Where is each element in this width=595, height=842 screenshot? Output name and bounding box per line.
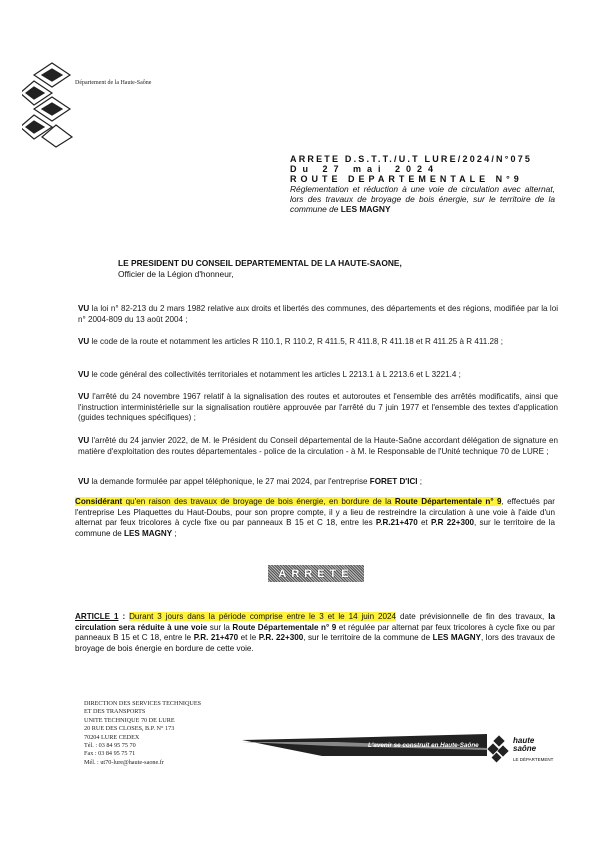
vu-clause: VU la loi n° 82-213 du 2 mars 1982 relative aux droits et libertés des communes, des départements et des régions, modifiée par la loi n° 2004-809 du 13 août 2004 ; (78, 304, 559, 324)
footer-slogan: L'avenir se construit en Haute-Saône (368, 742, 479, 749)
haute-saone-logo-icon (487, 735, 515, 763)
footer-address: DIRECTION DES SERVICES TECHNIQUES ET DES TRANSPORTS UNITE TECHNIQUE 70 DE LURE 20 RUE DES CLOSES, B.P. N° 173 70204 LURE CEDEX Tél. : 03 84 95 75 70 Fax : 03 84 95 75 71 Mél. : ut70-lure@haute-saone.fr (84, 700, 202, 766)
vu-clause: VU le code général des collectivités territoriales et notamment les articles L 2213.1 à L 2213.6 et L 3221.4 ; (78, 370, 461, 379)
decree-description: Réglementation et réduction à une voie de circulation avec alternat, lors des travaux de broyage de bois énergie, sur le territoire de la commune de LES MAGNY (290, 184, 555, 214)
brand-subtitle: LE DÉPARTEMENT (513, 757, 554, 762)
brand-name: haute saône (513, 736, 537, 753)
decree-commune: LES MAGNY (340, 204, 391, 214)
vu-clause: VU la demande formulée par appel téléphonique, le 27 mai 2024, par l'entreprise FORET D'ICI ; (78, 477, 423, 486)
arrete-heading: ARRETE (268, 565, 364, 582)
considerant-clause: Considérant qu'en raison des travaux de broyage de bois énergie, en bordure de la Route Départementale n° 9, effectués par l'entreprise Les Plaquettes du Haut-Doubs, pour son propre compte, il y a lieu de restreindre la circulation à une voie à l'aide d'un alternat par feux tricolores à cycle fixe ou par panneaux B 15 et C 18, entre les P.R.21+470 et P.R 22+300, sur le territoire de la commune de LES MAGNY ; (75, 497, 555, 538)
decree-header (290, 154, 555, 214)
department-logo-icon (22, 55, 82, 150)
president-block (118, 258, 558, 280)
decree-road: ROUTE DEPARTEMENTALE N°9 (290, 174, 523, 184)
decree-date: Du 27 mai 2024 (290, 164, 440, 174)
vu-clause: VU le code de la route et notamment les articles R 110.1, R 110.2, R 411.5, R 411.8, R 411.18 et R 411.25 à R 411.28 ; (78, 337, 504, 346)
article-1: ARTICLE 1 : Durant 3 jours dans la période comprise entre le 3 et le 14 juin 2024 date prévisionnelle de fin des travaux, la circulation sera réduite à une voie sur la Route Départementale n° 9 et régulée par alternat par feux tricolores à cycle fixe ou par panneaux B 15 et C 18, entre le P.R. 21+470 et le P.R. 22+300, sur le territoire de la commune de LES MAGNY, lors des travaux de broyage de bois énergie en bordure de cette voie. (75, 612, 555, 653)
vu-clause: VU l'arrêté du 24 janvier 2022, de M. le Président du Conseil départemental de la Haute-Saône accordant délégation de signature en matière d'exploitation des routes départementales - police de la circulation - à M. le Responsable de l'Unité technique 70 de LURE ; (78, 436, 558, 456)
president-title: LE PRESIDENT DU CONSEIL DEPARTEMENTAL DE LA HAUTE-SAONE, (118, 258, 402, 268)
department-name: Département de la Haute-Saône (75, 80, 152, 86)
haute-saone-logo (487, 735, 562, 765)
president-subtitle: Officier de la Légion d'honneur, (118, 269, 234, 279)
vu-clause: VU l'arrêté du 24 novembre 1967 relatif à la signalisation des routes et autoroutes et l'ensemble des arrêtés modificatifs, ainsi que l'instruction interministérielle sur la signalisation routière approuvée par l'arrêté du 7 juin 1977 et l'ensemble des textes d'application (guides techniques spécifiques) ; (78, 392, 558, 423)
decree-number: ARRETE D.S.T.T./U.T LURE/2024/N°075 (290, 154, 533, 164)
